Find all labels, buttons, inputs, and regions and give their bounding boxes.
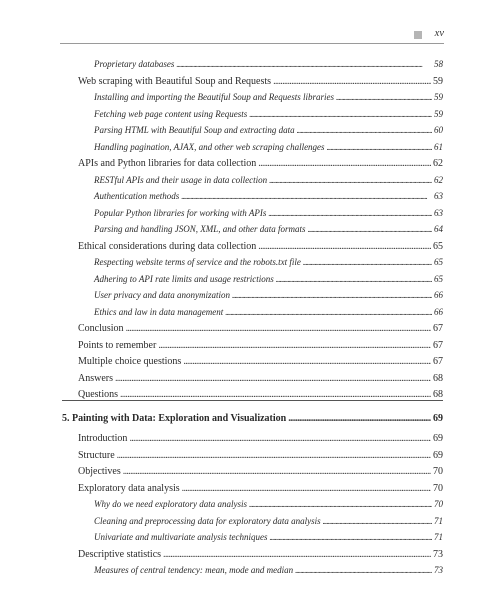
toc-entry-section[interactable] bbox=[94, 107, 443, 122]
toc-page: 59 bbox=[434, 92, 443, 102]
toc-title: Cleaning and preprocessing data for exploratory data analysis bbox=[94, 515, 321, 526]
toc-entry-topic[interactable] bbox=[78, 481, 443, 496]
dot-leader bbox=[327, 140, 432, 155]
toc-page: 71 bbox=[434, 532, 443, 542]
dot-leader bbox=[268, 206, 432, 221]
dot-leader bbox=[258, 239, 431, 254]
toc-entry-section[interactable] bbox=[94, 530, 443, 545]
toc-page: 68 bbox=[433, 389, 443, 400]
toc-page: 67 bbox=[433, 339, 443, 351]
dot-leader bbox=[232, 288, 432, 303]
toc-entry-topic[interactable] bbox=[78, 431, 443, 446]
toc-title: Parsing and handling JSON, XML, and other data formats bbox=[94, 224, 306, 234]
toc-title: Handling pagination, AJAX, and other web scraping challenges bbox=[94, 141, 325, 152]
toc-title: Respecting website terms of service and the robots.txt file bbox=[94, 257, 301, 267]
toc-entry-section[interactable] bbox=[94, 305, 443, 320]
toc-title: Structure bbox=[78, 449, 115, 461]
dot-leader bbox=[249, 107, 432, 122]
toc-title: Descriptive statistics bbox=[78, 548, 162, 560]
toc-entry-section[interactable] bbox=[94, 514, 443, 529]
toc-title: Conclusion bbox=[78, 323, 124, 334]
toc-title: Ethical considerations during data collection bbox=[78, 240, 257, 252]
toc-page: 73 bbox=[434, 565, 443, 575]
toc-title: Answers bbox=[78, 372, 113, 384]
dot-leader bbox=[129, 431, 431, 446]
toc-page: 69 bbox=[433, 433, 443, 444]
dot-leader bbox=[303, 255, 432, 270]
toc-page: 70 bbox=[433, 482, 443, 494]
toc-title: Objectives bbox=[78, 466, 121, 477]
toc-entry-topic[interactable] bbox=[78, 371, 443, 386]
toc-title: Measures of central tendency: mean, mode and median bbox=[94, 565, 294, 575]
dot-leader bbox=[120, 387, 431, 402]
toc-entry-section[interactable] bbox=[94, 123, 443, 138]
toc-title: Adhering to API rate limits and usage restrictions bbox=[94, 273, 274, 284]
toc-page: 63 bbox=[434, 207, 443, 218]
page-number: xv bbox=[434, 28, 444, 39]
toc-page: 70 bbox=[434, 499, 443, 509]
toc-page: 59 bbox=[434, 108, 443, 119]
dot-leader bbox=[297, 123, 432, 138]
toc-entry-section[interactable] bbox=[94, 272, 443, 287]
toc-page: 66 bbox=[434, 306, 443, 317]
toc-page: 65 bbox=[434, 273, 443, 284]
dot-leader bbox=[183, 354, 431, 369]
dot-leader bbox=[273, 74, 431, 89]
toc-entry-topic[interactable] bbox=[78, 448, 443, 463]
toc-page: 65 bbox=[434, 257, 443, 267]
toc-entry-section[interactable] bbox=[94, 206, 443, 221]
toc-entry-topic[interactable] bbox=[78, 338, 443, 353]
toc-entry-chapter[interactable] bbox=[62, 411, 443, 426]
dot-leader bbox=[163, 547, 431, 562]
toc-entry-section[interactable] bbox=[94, 189, 443, 204]
toc-page: 69 bbox=[433, 449, 443, 461]
toc-entry-section[interactable] bbox=[94, 288, 443, 303]
toc-entry-section[interactable] bbox=[94, 222, 443, 237]
toc-entry-topic[interactable] bbox=[78, 354, 443, 369]
toc-title: Popular Python libraries for working with APIs bbox=[94, 207, 267, 218]
toc-entry-section[interactable] bbox=[94, 173, 443, 188]
toc-title: User privacy and data anonymization bbox=[94, 290, 230, 300]
toc-page: 60 bbox=[434, 125, 443, 135]
toc-page: 62 bbox=[433, 158, 443, 169]
toc-entry-topic[interactable] bbox=[78, 156, 443, 171]
dot-leader bbox=[225, 305, 432, 320]
dot-leader bbox=[176, 57, 432, 72]
toc-title: Authentication methods bbox=[94, 191, 180, 201]
toc-page: 70 bbox=[433, 466, 443, 477]
toc-title: Introduction bbox=[78, 433, 128, 444]
toc-page: 68 bbox=[433, 372, 443, 384]
toc-entry-section[interactable] bbox=[94, 563, 443, 578]
dot-leader bbox=[336, 90, 432, 105]
dot-leader bbox=[269, 530, 432, 545]
dot-leader bbox=[117, 448, 431, 463]
toc-page: 65 bbox=[433, 240, 443, 252]
toc-page: 69 bbox=[433, 412, 443, 424]
toc-title: Points to remember bbox=[78, 339, 157, 351]
toc-title: Multiple choice questions bbox=[78, 356, 182, 367]
toc-page: 59 bbox=[433, 75, 443, 87]
toc-entry-section[interactable] bbox=[94, 57, 443, 72]
toc-page: 67 bbox=[433, 356, 443, 367]
dot-leader bbox=[269, 173, 432, 188]
toc-entry-topic[interactable] bbox=[78, 387, 443, 402]
toc-entry-section[interactable] bbox=[94, 497, 443, 512]
toc-title: 5. Painting with Data: Exploration and Visualization bbox=[62, 412, 287, 424]
toc-title: Exploratory data analysis bbox=[78, 482, 180, 494]
toc-page: 63 bbox=[434, 191, 443, 201]
dot-leader bbox=[308, 222, 432, 237]
toc-title: Web scraping with Beautiful Soup and Requests bbox=[78, 75, 272, 87]
dot-leader bbox=[323, 514, 432, 529]
dot-leader bbox=[115, 371, 431, 386]
toc-entry-topic[interactable] bbox=[78, 239, 443, 254]
dot-leader bbox=[182, 481, 431, 496]
toc-title: Fetching web page content using Requests bbox=[94, 108, 248, 119]
toc-title: Questions bbox=[78, 389, 118, 400]
dot-leader bbox=[126, 321, 431, 336]
toc-entry-topic[interactable] bbox=[78, 547, 443, 562]
toc-title: Ethics and law in data management bbox=[94, 306, 224, 317]
page-header bbox=[60, 28, 444, 44]
dot-leader bbox=[181, 189, 432, 204]
toc-title: Installing and importing the Beautiful Soup and Requests libraries bbox=[94, 92, 334, 102]
dot-leader bbox=[158, 338, 431, 353]
toc-title: Univariate and multivariate analysis techniques bbox=[94, 532, 268, 542]
toc-entry-topic[interactable] bbox=[78, 321, 443, 336]
toc-title: Proprietary databases bbox=[94, 59, 175, 69]
dot-leader bbox=[295, 563, 432, 578]
toc-page: 58 bbox=[434, 59, 443, 69]
toc-entry-section[interactable] bbox=[94, 140, 443, 155]
toc-page: 64 bbox=[434, 224, 443, 234]
toc-page: 61 bbox=[434, 141, 443, 152]
toc-title: Parsing HTML with Beautiful Soup and extracting data bbox=[94, 125, 295, 135]
header-rule bbox=[60, 43, 444, 44]
dot-leader bbox=[249, 497, 432, 512]
toc-entry-section[interactable] bbox=[94, 255, 443, 270]
toc-page: 62 bbox=[434, 174, 443, 185]
toc-entry-section[interactable] bbox=[94, 90, 443, 105]
dot-leader bbox=[276, 272, 432, 287]
dot-leader bbox=[123, 464, 431, 479]
toc-entry-topic[interactable] bbox=[78, 74, 443, 89]
toc-title: APIs and Python libraries for data collection bbox=[78, 158, 257, 169]
toc-page: 71 bbox=[434, 515, 443, 526]
dot-leader bbox=[288, 411, 431, 426]
toc-page: 67 bbox=[433, 323, 443, 334]
header-square-mark bbox=[414, 31, 422, 39]
toc-page: 73 bbox=[433, 548, 443, 560]
toc-entry-topic[interactable] bbox=[78, 464, 443, 479]
dot-leader bbox=[258, 156, 431, 171]
toc-page: 66 bbox=[434, 290, 443, 300]
toc-title: Why do we need exploratory data analysis bbox=[94, 499, 247, 509]
toc-title: RESTful APIs and their usage in data collection bbox=[94, 174, 268, 185]
